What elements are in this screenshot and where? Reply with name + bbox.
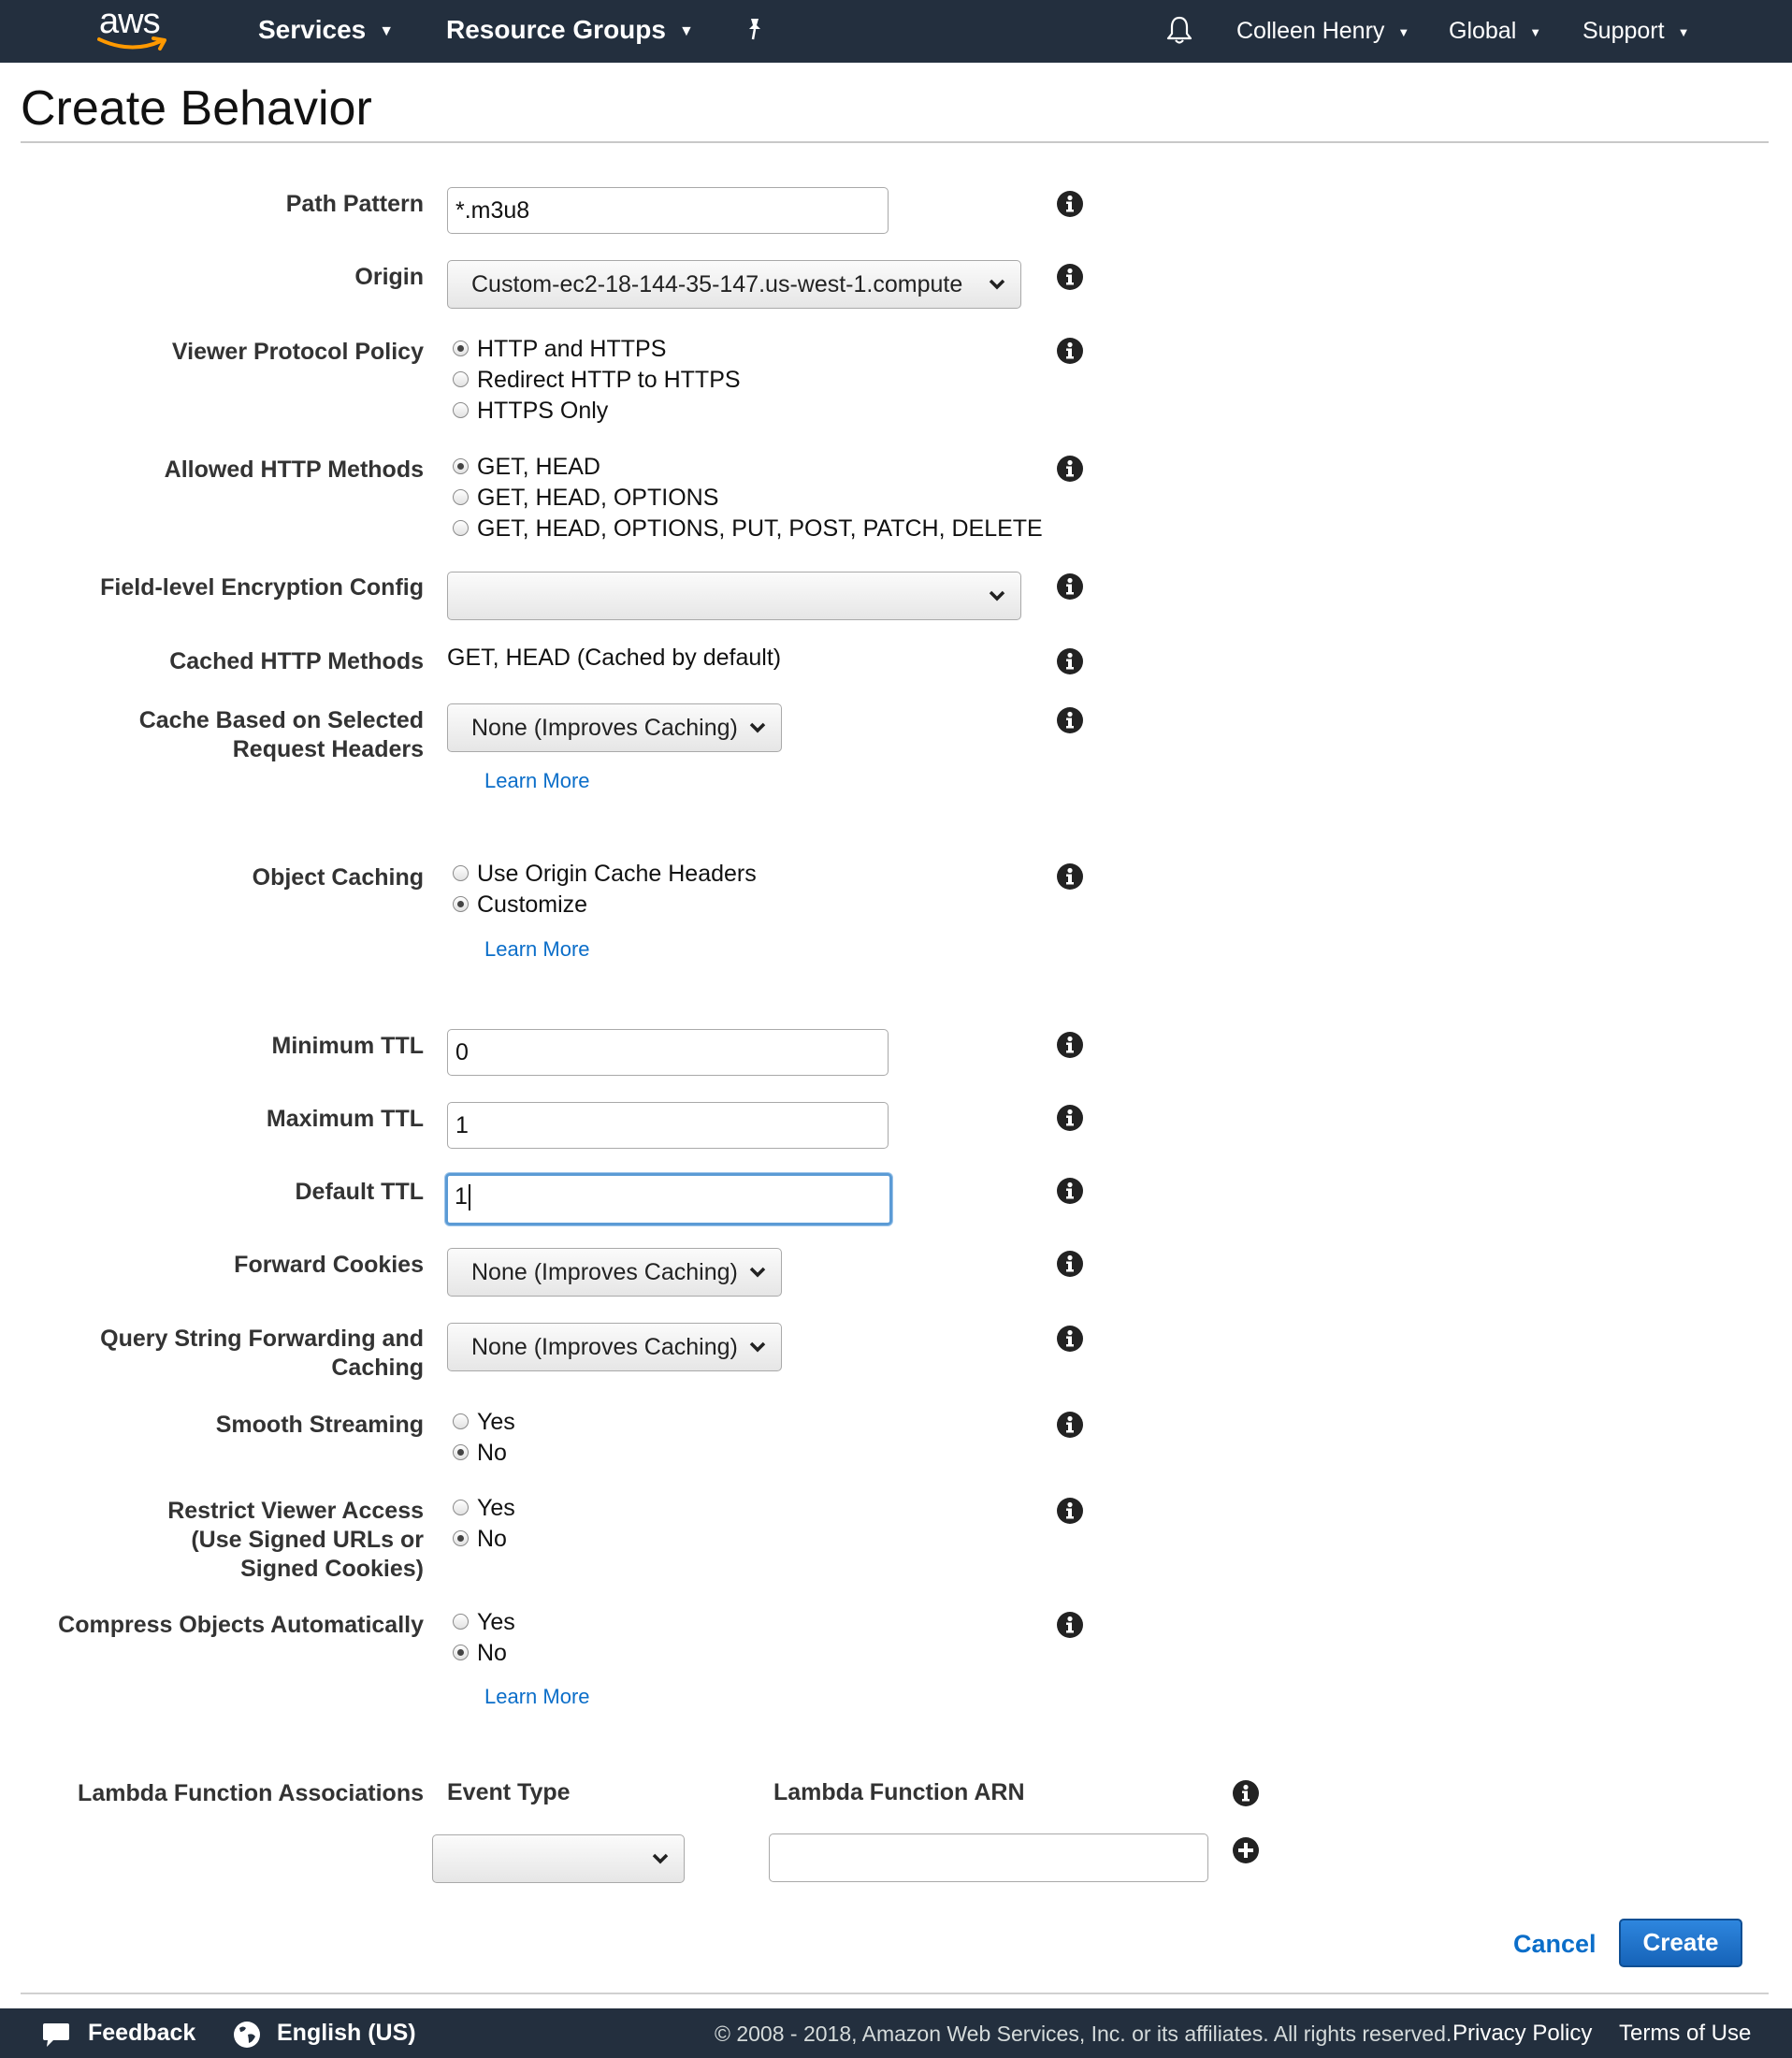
radio-option[interactable] — [453, 483, 1043, 514]
pin-icon[interactable] — [743, 17, 767, 46]
query-string-label-line1: Query String Forwarding and — [100, 1326, 424, 1352]
resource-groups-menu[interactable] — [446, 15, 694, 45]
privacy-policy-link[interactable]: Privacy Policy — [1452, 2021, 1593, 2046]
radio-unselected[interactable] — [453, 1614, 469, 1630]
info-icon[interactable] — [1056, 190, 1084, 218]
smooth-streaming-radio-group — [453, 1407, 515, 1469]
aws-logo-text: aws — [99, 2, 160, 41]
compress-learn-more-link[interactable]: Learn More — [484, 1685, 590, 1708]
radio-option[interactable] — [453, 514, 1043, 544]
chevron-down-icon: ▼ — [678, 22, 694, 39]
radio-option[interactable] — [453, 890, 757, 920]
chevron-down-icon — [989, 589, 1005, 602]
cache-headers-label-line2: Request Headers — [232, 736, 424, 762]
info-icon[interactable] — [1056, 1250, 1084, 1278]
info-icon[interactable] — [1056, 706, 1084, 734]
add-association-plus-icon[interactable] — [1232, 1836, 1260, 1864]
title-divider — [21, 141, 1769, 143]
forward-cookies-label: Forward Cookies — [234, 1252, 424, 1278]
viewer-protocol-radio-group — [453, 334, 741, 427]
compress-radio-group — [453, 1607, 515, 1669]
info-icon[interactable] — [1056, 862, 1084, 891]
feedback-icon — [41, 2021, 71, 2053]
info-icon[interactable] — [1056, 1411, 1084, 1439]
region-label: Global — [1449, 18, 1517, 44]
min-ttl-input[interactable] — [447, 1029, 889, 1076]
radio-option[interactable] — [453, 1493, 515, 1524]
info-icon[interactable] — [1232, 1779, 1260, 1807]
radio-label: GET, HEAD — [477, 454, 600, 480]
support-label: Support — [1582, 18, 1665, 44]
page-title: Create Behavior — [21, 81, 372, 136]
chevron-down-icon — [989, 278, 1005, 291]
footer-divider — [21, 1993, 1769, 1994]
info-icon[interactable] — [1056, 1497, 1084, 1525]
info-icon[interactable] — [1056, 1611, 1084, 1639]
forward-cookies-value: None (Improves Caching) — [471, 1259, 738, 1285]
account-menu[interactable] — [1236, 18, 1409, 45]
max-ttl-label: Maximum TTL — [266, 1106, 424, 1132]
aws-smile-icon — [97, 36, 170, 52]
radio-selected[interactable] — [453, 341, 469, 356]
default-ttl-input[interactable] — [445, 1173, 892, 1225]
radio-label: GET, HEAD, OPTIONS — [477, 485, 719, 511]
cancel-button[interactable]: Cancel — [1513, 1930, 1597, 1958]
info-icon[interactable] — [1056, 1325, 1084, 1353]
radio-option[interactable] — [453, 452, 1043, 483]
restrict-access-label-line1: Restrict Viewer Access — [167, 1498, 424, 1524]
radio-label: Use Origin Cache Headers — [477, 861, 757, 887]
radio-label: GET, HEAD, OPTIONS, PUT, POST, PATCH, DELETE — [477, 515, 1043, 542]
cached-methods-value: GET, HEAD (Cached by default) — [447, 645, 782, 671]
chevron-down-icon: ▼ — [1397, 24, 1410, 39]
forward-cookies-select[interactable] — [447, 1248, 782, 1297]
chevron-down-icon — [652, 1852, 669, 1865]
radio-label: Yes — [477, 1495, 515, 1521]
compress-label: Compress Objects Automatically — [58, 1612, 424, 1638]
chevron-down-icon: ▼ — [1677, 24, 1690, 39]
radio-unselected[interactable] — [453, 1500, 469, 1515]
region-menu[interactable] — [1449, 18, 1541, 45]
account-name: Colleen Henry — [1236, 18, 1385, 44]
cache-headers-learn-more-link[interactable]: Learn More — [484, 769, 590, 792]
restrict-access-radio-group — [453, 1493, 515, 1555]
chevron-down-icon — [749, 721, 766, 734]
terms-of-use-link[interactable]: Terms of Use — [1619, 2021, 1752, 2046]
object-caching-label: Object Caching — [252, 864, 424, 891]
restrict-access-label-line2: (Use Signed URLs or — [191, 1527, 424, 1553]
chevron-down-icon — [749, 1341, 766, 1354]
default-ttl-value: 1 — [455, 1183, 468, 1210]
radio-option[interactable] — [453, 1407, 515, 1438]
chevron-down-icon: ▼ — [379, 22, 395, 39]
origin-select-value: Custom-ec2-18-144-35-147.us-west-1.compute — [471, 271, 963, 297]
resource-groups-label: Resource Groups — [446, 15, 666, 44]
path-pattern-input[interactable] — [447, 187, 889, 234]
radio-label: Yes — [477, 1609, 515, 1635]
origin-label: Origin — [354, 264, 424, 290]
services-menu-label: Services — [258, 15, 367, 44]
info-icon[interactable] — [1056, 337, 1084, 365]
notifications-bell-icon[interactable] — [1165, 15, 1193, 50]
viewer-protocol-label: Viewer Protocol Policy — [171, 339, 424, 365]
cache-headers-label — [139, 706, 424, 764]
radio-label: Customize — [477, 891, 588, 918]
info-icon[interactable] — [1056, 1031, 1084, 1059]
radio-selected[interactable] — [453, 1444, 469, 1460]
default-ttl-label: Default TTL — [295, 1179, 424, 1205]
radio-label: HTTPS Only — [477, 398, 609, 424]
radio-label: HTTP and HTTPS — [477, 336, 667, 362]
create-button[interactable]: Create — [1619, 1919, 1742, 1967]
chevron-down-icon — [749, 1266, 766, 1279]
radio-option[interactable] — [453, 859, 757, 890]
max-ttl-value: 1 — [455, 1112, 469, 1138]
radio-option[interactable] — [453, 396, 741, 427]
services-menu[interactable] — [258, 15, 394, 45]
radio-option[interactable] — [453, 1607, 515, 1638]
feedback-link[interactable]: Feedback — [88, 2020, 196, 2046]
cache-headers-select[interactable] — [447, 703, 782, 752]
query-string-select[interactable] — [447, 1323, 782, 1371]
fle-config-label: Field-level Encryption Config — [100, 574, 424, 601]
radio-unselected[interactable] — [453, 1413, 469, 1429]
min-ttl-label: Minimum TTL — [271, 1033, 424, 1059]
min-ttl-value: 0 — [455, 1039, 469, 1065]
info-icon[interactable] — [1056, 455, 1084, 483]
chevron-down-icon: ▼ — [1529, 24, 1542, 39]
info-icon[interactable] — [1056, 572, 1084, 601]
info-icon[interactable] — [1056, 1104, 1084, 1132]
event-type-select[interactable] — [432, 1834, 685, 1883]
max-ttl-input[interactable] — [447, 1102, 889, 1149]
info-icon[interactable] — [1056, 1177, 1084, 1205]
smooth-streaming-label: Smooth Streaming — [215, 1412, 424, 1438]
path-pattern-value: *.m3u8 — [455, 197, 530, 224]
globe-icon — [232, 2020, 262, 2054]
cache-headers-label-line1: Cache Based on Selected — [138, 707, 424, 733]
lambda-associations-label: Lambda Function Associations — [78, 1780, 424, 1806]
query-string-value: None (Improves Caching) — [471, 1334, 738, 1360]
support-menu[interactable] — [1582, 18, 1689, 45]
radio-option[interactable] — [453, 1638, 515, 1669]
info-icon[interactable] — [1056, 263, 1084, 291]
radio-label: Yes — [477, 1409, 515, 1435]
allowed-methods-label: Allowed HTTP Methods — [164, 457, 424, 483]
info-icon[interactable] — [1056, 647, 1084, 675]
radio-unselected[interactable] — [453, 865, 469, 881]
event-type-column-header: Event Type — [447, 1779, 571, 1805]
radio-label: No — [477, 1526, 507, 1552]
radio-label: Redirect HTTP to HTTPS — [477, 367, 741, 393]
copyright-text: © 2008 - 2018, Amazon Web Services, Inc. or its affiliates. All rights reserved. — [715, 2022, 1452, 2046]
top-navigation-bar — [0, 0, 1792, 63]
query-string-label-line2: Caching — [331, 1355, 424, 1381]
radio-option[interactable] — [453, 1438, 515, 1469]
radio-option[interactable] — [453, 1524, 515, 1555]
lambda-arn-column-header: Lambda Function ARN — [773, 1779, 1025, 1805]
radio-label: No — [477, 1440, 507, 1466]
radio-unselected[interactable] — [453, 371, 469, 387]
radio-selected[interactable] — [453, 458, 469, 474]
radio-option[interactable] — [453, 365, 741, 396]
language-selector[interactable]: English (US) — [277, 2020, 416, 2046]
footer-bar — [0, 2008, 1792, 2058]
text-cursor — [469, 1184, 470, 1210]
radio-option[interactable] — [453, 334, 741, 365]
fle-config-select[interactable] — [447, 572, 1021, 620]
radio-selected[interactable] — [453, 1645, 469, 1660]
origin-select[interactable] — [447, 260, 1021, 309]
object-caching-radio-group — [453, 859, 757, 920]
radio-selected[interactable] — [453, 896, 469, 912]
restrict-access-label-line3: Signed Cookies) — [240, 1556, 424, 1582]
path-pattern-label: Path Pattern — [285, 191, 424, 217]
allowed-methods-radio-group — [453, 452, 1043, 544]
cache-headers-value: None (Improves Caching) — [471, 715, 738, 741]
radio-label: No — [477, 1640, 507, 1666]
radio-unselected[interactable] — [453, 402, 469, 418]
radio-unselected[interactable] — [453, 489, 469, 505]
radio-unselected[interactable] — [453, 520, 469, 536]
cached-methods-label: Cached HTTP Methods — [169, 648, 424, 674]
lambda-arn-input[interactable] — [769, 1833, 1208, 1882]
radio-selected[interactable] — [453, 1530, 469, 1546]
query-string-label — [100, 1325, 424, 1383]
object-caching-learn-more-link[interactable]: Learn More — [484, 937, 590, 961]
aws-logo[interactable] — [94, 2, 174, 54]
restrict-access-label — [167, 1497, 424, 1584]
